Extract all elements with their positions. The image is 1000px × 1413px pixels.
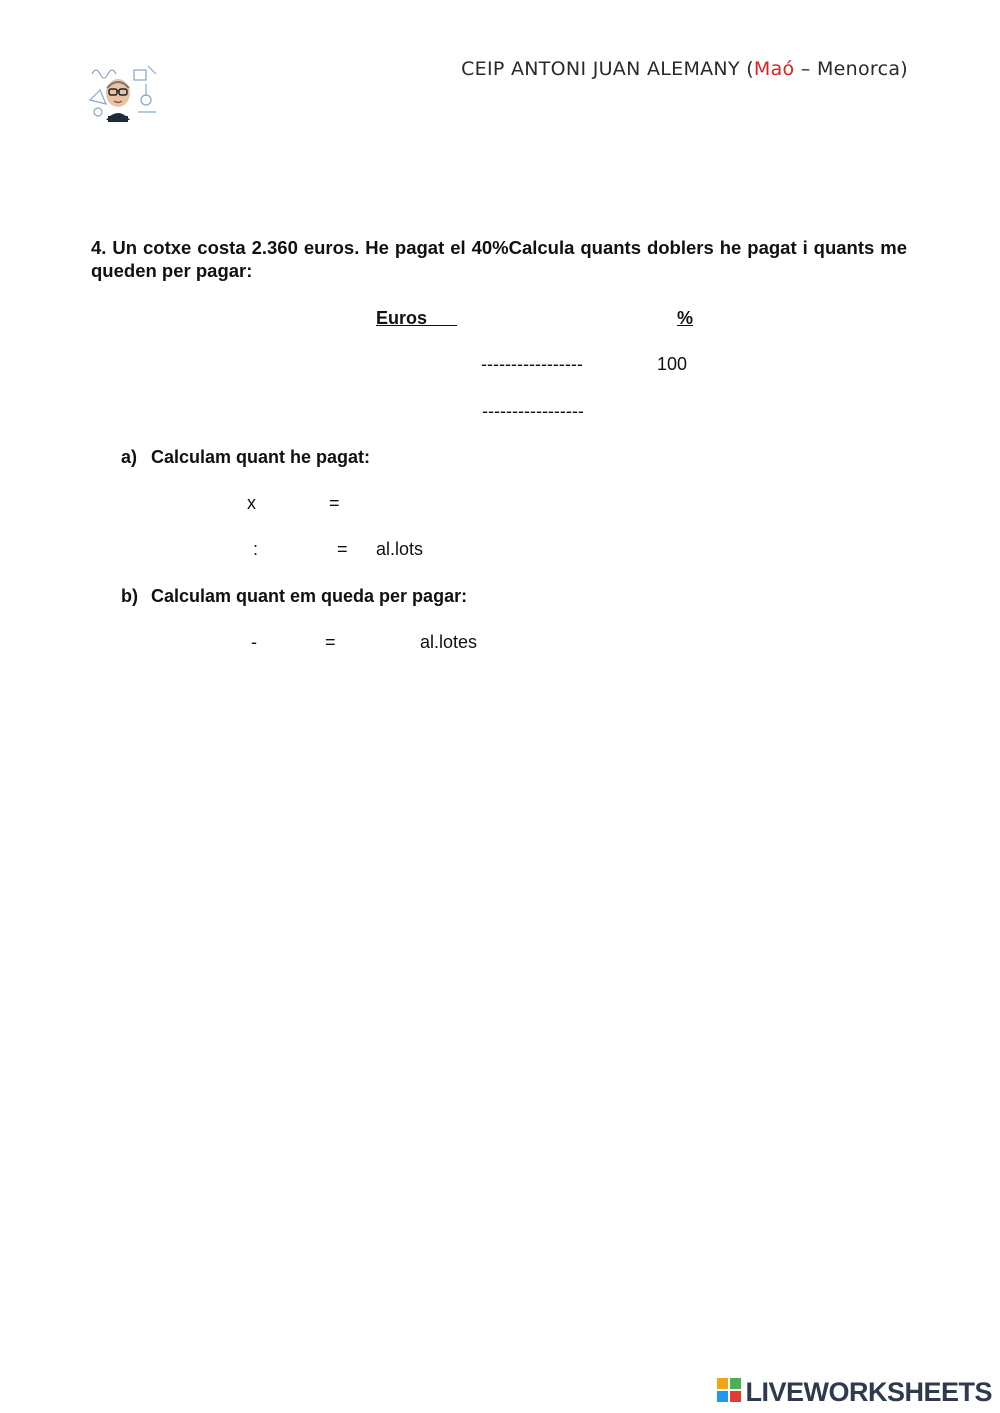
part-a-equals-sign-2: = bbox=[337, 539, 348, 559]
part-a-divide-sign: : bbox=[253, 539, 259, 559]
row1-percent-value: 100 bbox=[657, 354, 688, 374]
city-name: Maó bbox=[753, 58, 795, 80]
part-a-unit: al.lots bbox=[376, 539, 424, 559]
part-b-minus-sign: - bbox=[251, 632, 257, 652]
part-a-multiply-sign: x bbox=[247, 493, 256, 513]
school-logo-avatar bbox=[88, 60, 160, 122]
part-b-label: b) bbox=[121, 586, 138, 606]
column-header-percent: % bbox=[677, 308, 694, 328]
answer-blank-row1-euros[interactable]: ----------------- bbox=[481, 354, 583, 374]
column-header-euros: Euros bbox=[376, 308, 458, 328]
school-name-suffix: – Menorca) bbox=[794, 58, 908, 80]
part-a-label: a) bbox=[121, 447, 138, 467]
part-a-equals-sign-1: = bbox=[329, 493, 340, 513]
school-header-title bbox=[461, 58, 908, 80]
liveworksheets-logo-icon bbox=[717, 1378, 741, 1407]
answer-blank-row2-euros[interactable]: ----------------- bbox=[482, 401, 584, 421]
part-b-unit: al.lotes bbox=[420, 632, 478, 652]
school-name-prefix: CEIP ANTONI JUAN ALEMANY ( bbox=[461, 58, 754, 80]
part-b-equals-sign: = bbox=[325, 632, 336, 652]
question-text: 4. Un cotxe costa 2.360 euros. He pagat el 40%Calcula quants doblers he pagat i quants me queden per pagar: bbox=[91, 237, 907, 281]
liveworksheets-wordmark: LIVEWORKSHEETS bbox=[745, 1377, 992, 1407]
part-a-title: Calculam quant he pagat: bbox=[151, 447, 371, 467]
part-b-title: Calculam quant em queda per pagar: bbox=[151, 586, 468, 606]
liveworksheets-brand bbox=[717, 1377, 992, 1408]
